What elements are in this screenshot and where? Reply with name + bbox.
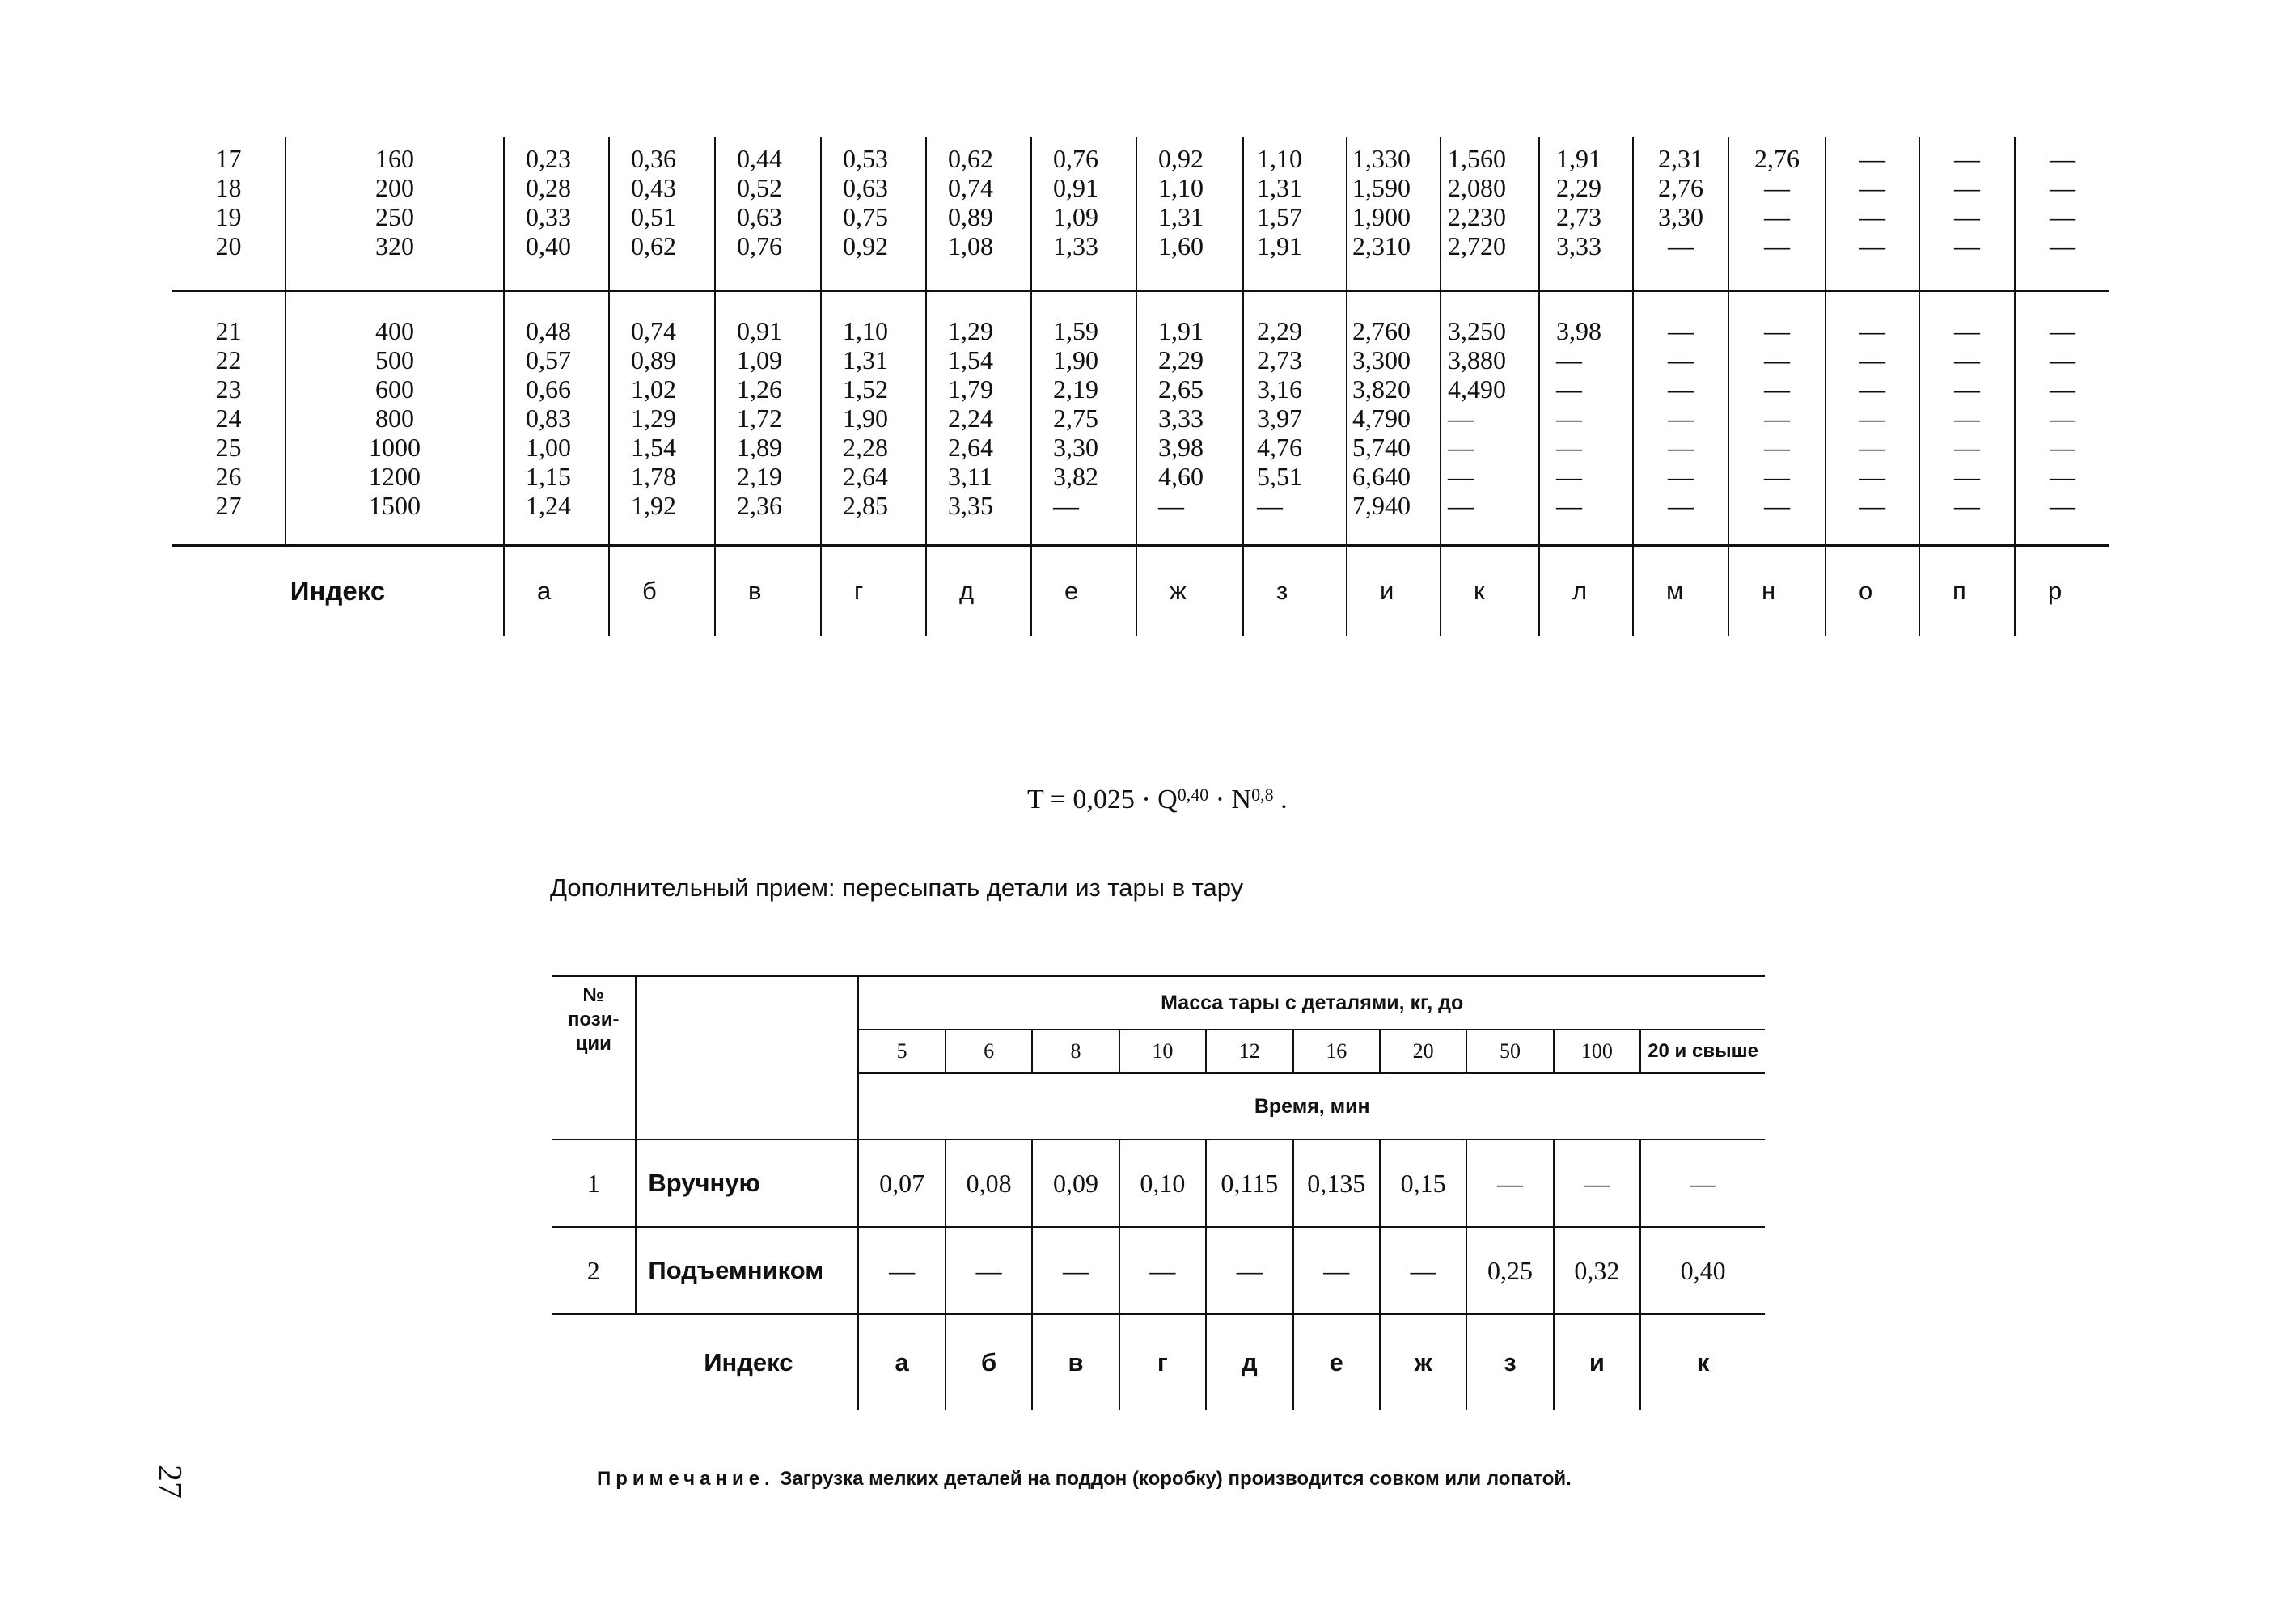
cell-value: — (1380, 1227, 1466, 1314)
index-cell: е (1293, 1314, 1380, 1410)
cell-value: — (1640, 1140, 1765, 1227)
index-cell: и (1347, 546, 1441, 636)
index-cell: ж (1136, 546, 1243, 636)
row-label: Подъемником (636, 1227, 858, 1314)
index-cell: ж (1380, 1314, 1466, 1410)
col-b: 0,36 0,43 0,51 0,62 (609, 137, 715, 291)
col-n: 2,76 — — — (1728, 137, 1826, 291)
position-numbers: 17 18 19 20 (215, 144, 242, 260)
mass-col: 8 (1032, 1030, 1119, 1073)
mass-col: 6 (946, 1030, 1032, 1073)
index-cell: з (1466, 1314, 1553, 1410)
cell-value: 0,15 (1380, 1140, 1466, 1227)
row-position: 2 (552, 1227, 636, 1314)
table-row (552, 1227, 1765, 1314)
col-d: 0,62 0,74 0,89 1,08 (926, 137, 1031, 291)
note-label: Примечание. (597, 1468, 775, 1490)
cell-value: 0,40 (1640, 1227, 1765, 1314)
col-m: 2,31 2,76 3,30 — (1633, 137, 1728, 291)
index-label: Индекс (552, 1314, 858, 1410)
col-g: 0,53 0,63 0,75 0,92 (821, 137, 926, 291)
col-n: — — — — — — — (1728, 291, 1826, 546)
col-b: 0,74 0,89 1,02 1,29 1,54 1,78 1,92 (609, 291, 715, 546)
mass-col: 16 (1293, 1030, 1380, 1073)
index-cell: к (1640, 1314, 1765, 1410)
row-position: 1 (552, 1140, 636, 1227)
index-label: Индекс (172, 546, 504, 636)
page-number: 27 (150, 1465, 188, 1499)
cell-value: — (858, 1227, 945, 1314)
index-cell: к (1441, 546, 1539, 636)
col-z: 2,29 2,73 3,16 3,97 4,76 5,51 — (1243, 291, 1347, 546)
mass-col: 100 (1554, 1030, 1640, 1073)
index-cell: п (1919, 546, 2015, 636)
time-header: Время, мин (858, 1073, 1765, 1140)
formula-q-exponent: 0,40 (1177, 785, 1209, 805)
index-row (552, 1314, 1765, 1410)
col-k: 3,250 3,880 4,490 — — — — (1441, 291, 1539, 546)
mass-col: 5 (858, 1030, 945, 1073)
table-row (552, 1140, 1765, 1227)
cell-value: 0,08 (946, 1140, 1032, 1227)
mass-col: 20 и свыше (1640, 1030, 1765, 1073)
col-i: 2,760 3,300 3,820 4,790 5,740 6,640 7,940 (1347, 291, 1441, 546)
index-cell: р (2015, 546, 2109, 636)
mass-header: Масса тары с деталями, кг, до (858, 976, 1765, 1030)
col-p: — — — — — — — (1919, 291, 2015, 546)
col-o: — — — — (1826, 137, 1919, 291)
col-l: 1,91 2,29 2,73 3,33 (1539, 137, 1633, 291)
cell-value: 0,10 (1119, 1140, 1206, 1227)
index-cell: в (715, 546, 821, 636)
index-cell: о (1826, 546, 1919, 636)
index-cell: д (926, 546, 1031, 636)
index-cell: б (609, 546, 715, 636)
cell-value: 0,07 (858, 1140, 945, 1227)
row-label: Вручную (636, 1140, 858, 1227)
formula-end: . (1273, 785, 1288, 814)
col-m: — — — — — — — (1633, 291, 1728, 546)
index-cell: г (1119, 1314, 1206, 1410)
table-row-group-21-27 (172, 291, 2109, 546)
extra-technique-heading: Дополнительный прием: пересыпать детали из тары в тару (550, 873, 1244, 902)
cell-value: 0,32 (1554, 1227, 1640, 1314)
time-norms-table (172, 137, 2109, 636)
col-g: 1,10 1,31 1,52 1,90 2,28 2,64 2,85 (821, 291, 926, 546)
cell-value: 0,135 (1293, 1140, 1380, 1227)
position-header: № пози- ции (567, 984, 620, 1055)
index-row (172, 546, 2109, 636)
formula-n-exponent: 0,8 (1251, 785, 1274, 805)
col-o: — — — — — — — (1826, 291, 1919, 546)
index-cell: д (1206, 1314, 1292, 1410)
col-zh: 0,92 1,10 1,31 1,60 (1136, 137, 1243, 291)
col-d: 1,29 1,54 1,79 2,24 2,64 3,11 3,35 (926, 291, 1031, 546)
position-numbers: 21 22 23 24 25 26 27 (172, 291, 286, 546)
time-formula (1027, 785, 1288, 815)
cell-value: — (1554, 1140, 1640, 1227)
q-values: 400 500 600 800 1000 1200 1500 (286, 291, 504, 546)
col-r: — — — — (2015, 137, 2109, 291)
mass-col: 10 (1119, 1030, 1206, 1073)
operation-header-blank (636, 976, 858, 1140)
cell-value: 0,115 (1206, 1140, 1292, 1227)
index-cell: и (1554, 1314, 1640, 1410)
index-cell: б (946, 1314, 1032, 1410)
table-row-group-17-20 (172, 137, 2109, 291)
index-cell: м (1633, 546, 1728, 636)
cell-value: — (1466, 1140, 1553, 1227)
mass-col: 12 (1206, 1030, 1292, 1073)
index-cell: л (1539, 546, 1633, 636)
formula-lhs: T = 0,025 · Q (1027, 785, 1178, 814)
formula-mid: · N (1208, 785, 1252, 814)
col-z: 1,10 1,31 1,57 1,91 (1243, 137, 1347, 291)
note-text: Загрузка мелких деталей на поддон (коробку) производится совком или лопатой. (780, 1468, 1572, 1490)
col-l: 3,98 — — — — — — (1539, 291, 1633, 546)
col-p: — — — — (1919, 137, 2015, 291)
mass-col: 50 (1466, 1030, 1553, 1073)
col-v: 0,44 0,52 0,63 0,76 (715, 137, 821, 291)
col-r: — — — — — — — (2015, 291, 2109, 546)
cell-value: — (1119, 1227, 1206, 1314)
footnote (597, 1468, 1572, 1491)
col-zh: 1,91 2,29 2,65 3,33 3,98 4,60 — (1136, 291, 1243, 546)
cell-value: 0,25 (1466, 1227, 1553, 1314)
col-i: 1,330 1,590 1,900 2,310 (1347, 137, 1441, 291)
cell-value: — (1032, 1227, 1119, 1314)
index-cell: г (821, 546, 926, 636)
col-a: 0,48 0,57 0,66 0,83 1,00 1,15 1,24 (504, 291, 609, 546)
cell-value: — (1206, 1227, 1292, 1314)
mass-col: 20 (1380, 1030, 1466, 1073)
cell-value: — (946, 1227, 1032, 1314)
q-values: 160 200 250 320 (286, 137, 504, 291)
col-a: 0,23 0,28 0,33 0,40 (504, 137, 609, 291)
index-cell: а (858, 1314, 945, 1410)
col-e: 1,59 1,90 2,19 2,75 3,30 3,82 — (1031, 291, 1136, 546)
cell-value: 0,09 (1032, 1140, 1119, 1227)
index-cell: а (504, 546, 609, 636)
col-k: 1,560 2,080 2,230 2,720 (1441, 137, 1539, 291)
col-e: 0,76 0,91 1,09 1,33 (1031, 137, 1136, 291)
index-cell: в (1032, 1314, 1119, 1410)
col-v: 0,91 1,09 1,26 1,72 1,89 2,19 2,36 (715, 291, 821, 546)
index-cell: н (1728, 546, 1826, 636)
index-cell: з (1243, 546, 1347, 636)
index-cell: е (1031, 546, 1136, 636)
container-transfer-table (552, 975, 1765, 1410)
cell-value: — (1293, 1227, 1380, 1314)
